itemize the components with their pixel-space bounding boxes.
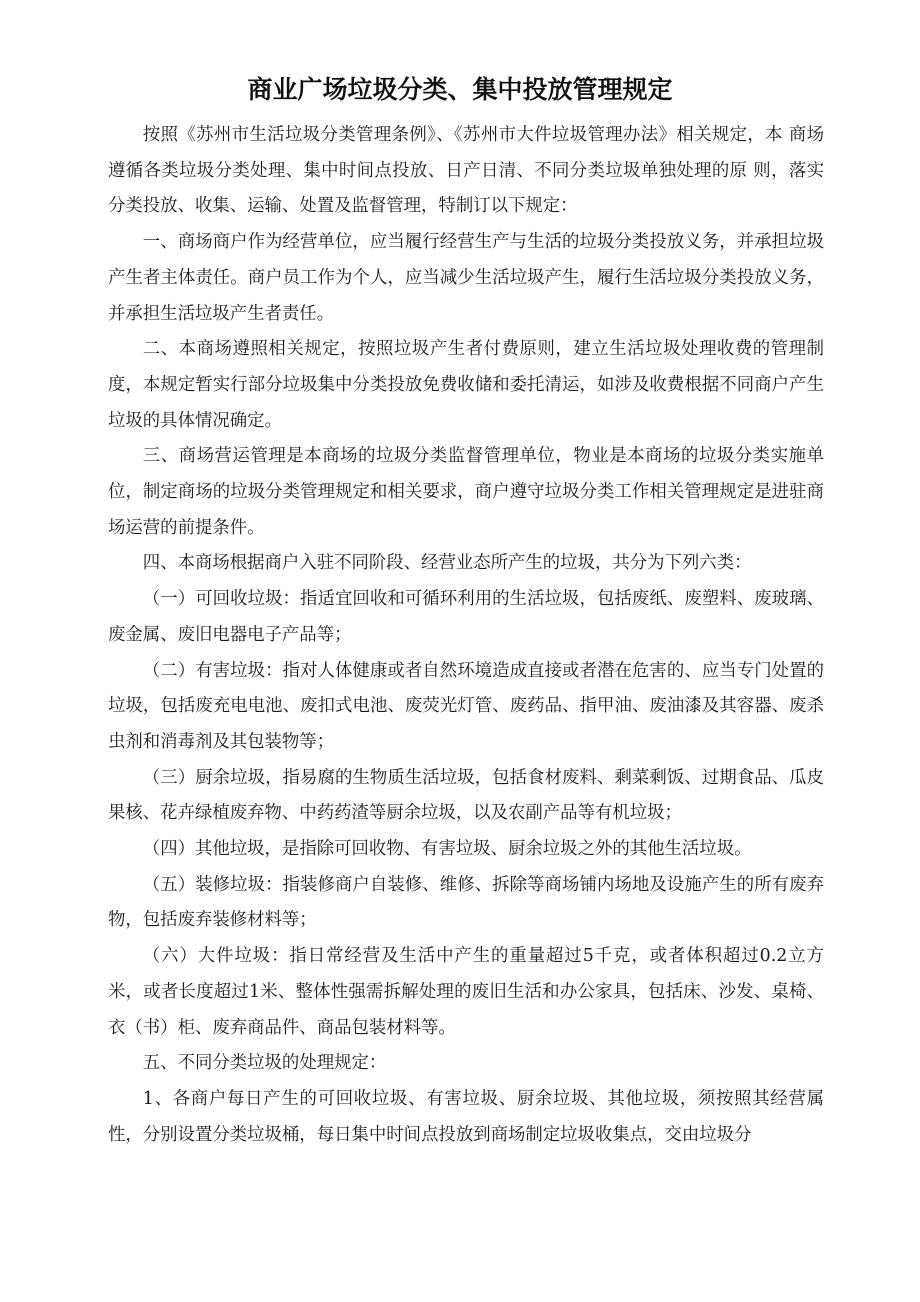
category-hazardous-paragraph: （二）有害垃圾：指对人体健康或者自然环境造成直接或者潜在危害的、应当专门处置的垃圾，包括废充电电池、废扣式电池、废荧光灯管、废药品、指甲油、废油漆及其容器、废杀虫剂和消毒剂及其包装物等；	[108, 660, 824, 752]
category-renovation-paragraph: （五）装修垃圾：指装修商户自装修、维修、拆除等商场铺内场地及设施产生的所有废弃物，包括废弃装修材料等；	[108, 874, 824, 931]
category-recyclable-paragraph: （一）可回收垃圾：指适宜回收和可循环利用的生活垃圾，包括废纸、废塑料、废玻璃、废金属、废旧电器电子产品等；	[108, 589, 824, 645]
clause-2-paragraph: 二、本商场遵照相关规定，按照垃圾产生者付费原则，建立生活垃圾处理收费的管理制度，本规定暂实行部分垃圾集中分类投放免费收储和委托清运，如涉及收费根据不同商户产生垃圾的具体情况确定。	[108, 339, 824, 431]
document-title: 商业广场垃圾分类、集中投放管理规定	[247, 75, 673, 104]
clause-3-paragraph: 三、商场营运管理是本商场的垃圾分类监督管理单位，物业是本商场的垃圾分类实施单位，制定商场的垃圾分类管理规定和相关要求，商户遵守垃圾分类工作相关管理规定是进驻商场运营的前提条件。	[108, 446, 824, 538]
clause-1-paragraph: 一、商场商户作为经营单位，应当履行经营生产与生活的垃圾分类投放义务，并承担垃圾产生者主体责任。商户员工作为个人，应当减少生活垃圾产生，履行生活垃圾分类投放义务，并承担生活垃圾产生者责任。	[108, 232, 824, 324]
category-other-paragraph: （四）其他垃圾，是指除可回收物、有害垃圾、厨余垃圾之外的其他生活垃圾。	[142, 839, 752, 860]
intro-paragraph: 按照《苏州市生活垃圾分类管理条例》、《苏州市大件垃圾管理办法》相关规定，本 商场遵循各类垃圾分类处理、集中时间点投放、日产日清、不同分类垃圾单独处理的原 则，落实分类投放、收集、运输、处置及监督管理，特制订以下规定：	[108, 125, 824, 217]
category-kitchen-paragraph: （三）厨余垃圾，指易腐的生物质生活垃圾，包括食材废料、剩菜剩饭、过期食品、瓜皮果核、花卉绿植废弃物、中药药渣等厨余垃圾，以及农副产品等有机垃圾；	[108, 767, 824, 824]
clause-5-paragraph: 五、不同分类垃圾的处理规定：	[142, 1053, 387, 1074]
clause-4-paragraph: 四、本商场根据商户入驻不同阶段、经营业态所产生的垃圾，共分为下列六类：	[142, 553, 752, 574]
clause-5-item-1-paragraph: 1、各商户每日产生的可回收垃圾、有害垃圾、厨余垃圾、其他垃圾，须按照其经营属性，分别设置分类垃圾桶，每日集中时间点投放到商场制定垃圾收集点，交由垃圾分	[108, 1088, 824, 1145]
category-bulky-paragraph: （六）大件垃圾：指日常经营及生活中产生的重量超过5千克，或者体积超过0.2立方米，或者长度超过1米、整体性强需拆解处理的废旧生活和办公家具，包括床、沙发、桌椅、衣（书）柜、废弃商品件、商品包装材料等。	[108, 946, 824, 1038]
document-body	[108, 118, 824, 1153]
